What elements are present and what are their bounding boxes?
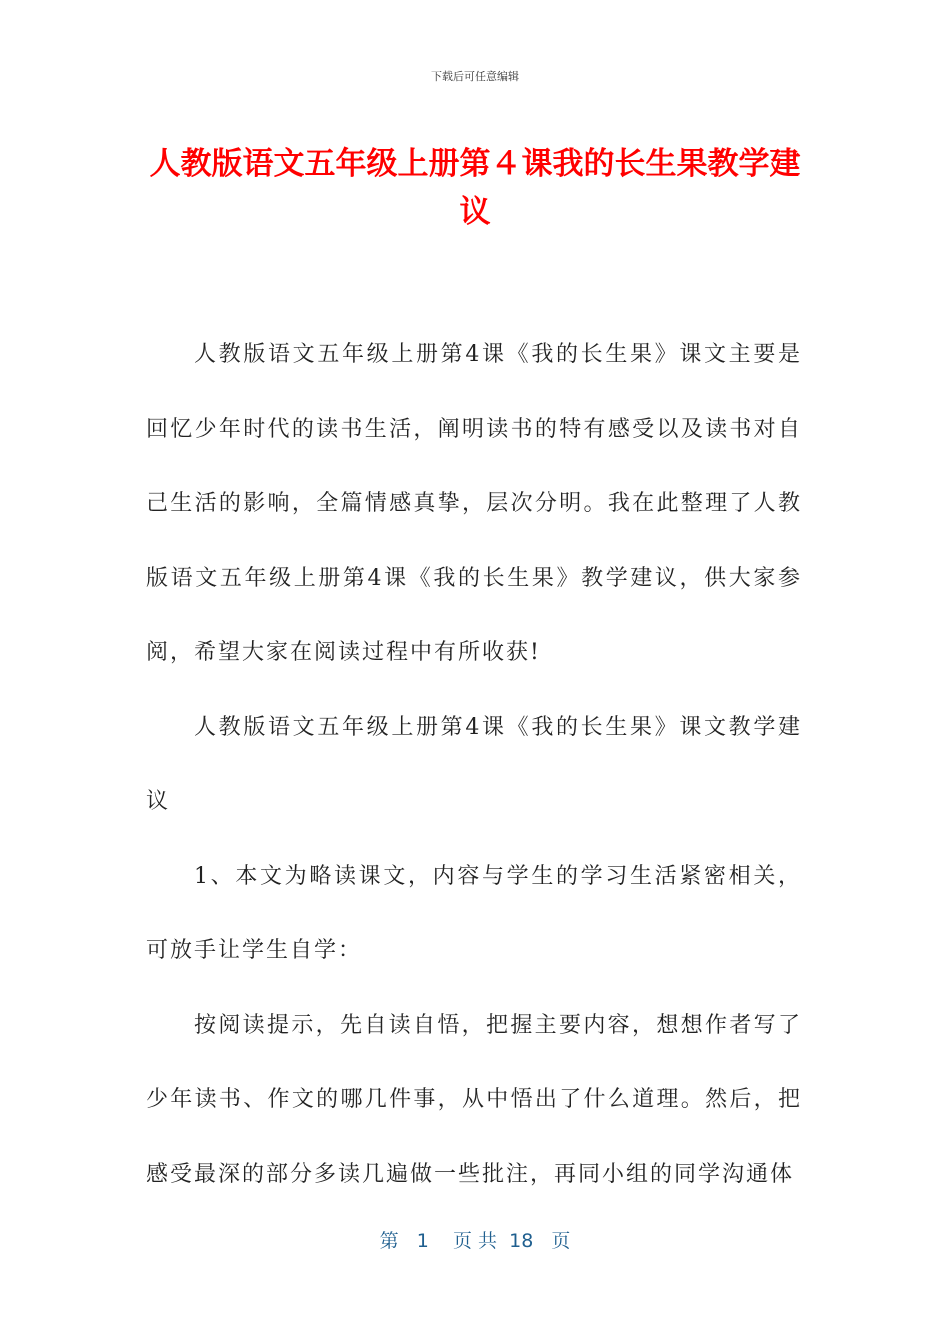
paragraph-intro: 人教版语文五年级上册第4课《我的长生果》课文主要是回忆少年时代的读书生活，阐明读书的特有感受以及读书对自己生活的影响，全篇情感真挚，层次分明。我在此整理了人教版语文五年级上册第4课《我的长生果》教学建议，供大家参阅，希望大家在阅读过程中有所收获! [146,342,802,665]
header-note: 下载后可任意编辑 [431,70,519,83]
footer-end-label: 页 [551,1230,571,1252]
footer-current-page: 1 [416,1230,429,1252]
paragraph-point-1: 1、本文为略读课文，内容与学生的学习生活紧密相关，可放手让学生自学： [146,863,802,963]
document-body [146,318,802,1212]
paragraph-point-1-detail: 按阅读提示，先自读自悟，把握主要内容，想想作者写了少年读书、作文的哪几件事，从中悟出了什么道理。然后，把感受最深的部分多读几遍做一些批注，再同小组的同学沟通体 [146,1012,802,1187]
paragraph-heading: 人教版语文五年级上册第4课《我的长生果》课文教学建议 [146,714,802,814]
footer-page-label: 第 [379,1230,399,1252]
document-title: 人教版语文五年级上册第４课我的长生果教学建议 [149,146,801,230]
footer-total-pages: 18 [509,1230,534,1252]
page-footer [0,1226,950,1253]
footer-middle-label: 页 共 [452,1230,498,1252]
